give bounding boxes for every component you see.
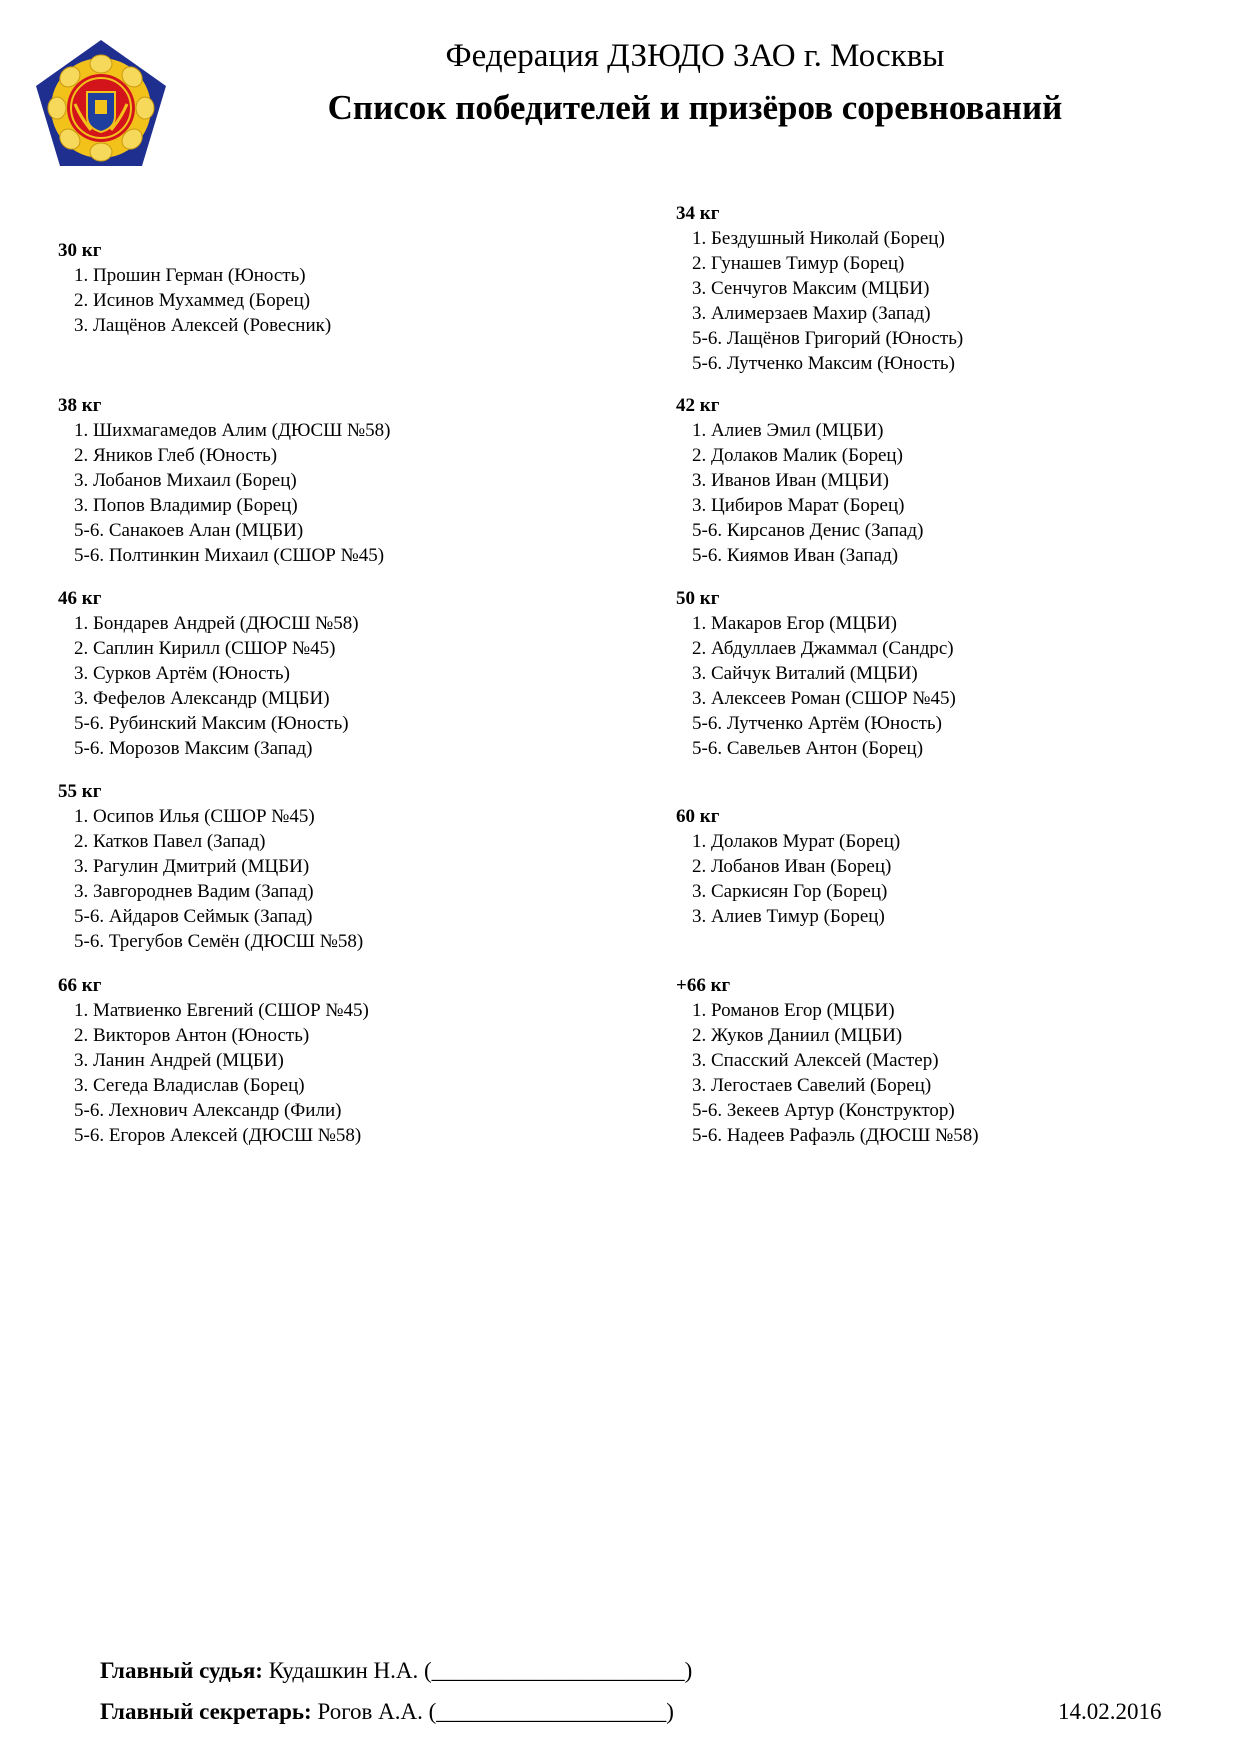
result-item: 5-6. Кирсанов Денис (Запад) — [692, 520, 924, 541]
result-item: 3. Сенчугов Максим (МЦБИ) — [692, 278, 930, 299]
weight-category-46 — [58, 586, 578, 761]
category-title: 34 кг — [676, 203, 720, 224]
category-title: 30 кг — [58, 240, 102, 261]
weight-category-38 — [58, 393, 578, 568]
result-item: 5-6. Полтинкин Михаил (СШОР №45) — [74, 545, 385, 566]
weight-category-66 — [58, 973, 578, 1148]
category-title: +66 кг — [676, 975, 731, 996]
result-item: 2. Лобанов Иван (Борец) — [692, 856, 892, 877]
result-item: 1. Романов Егор (МЦБИ) — [692, 1000, 895, 1021]
result-item: 5-6. Савельев Антон (Борец) — [692, 738, 924, 759]
result-item: 5-6. Трегубов Семён (ДЮСШ №58) — [74, 931, 364, 952]
weight-category-50 — [676, 586, 1196, 761]
result-item: 1. Бондарев Андрей (ДЮСШ №58) — [74, 613, 359, 634]
result-item: 1. Прошин Герман (Юность) — [74, 265, 306, 286]
result-item: 3. Попов Владимир (Борец) — [74, 495, 298, 516]
category-title: 50 кг — [676, 588, 720, 609]
result-item: 3. Завгороднев Вадим (Запад) — [74, 881, 314, 902]
weight-category-60 — [676, 804, 1196, 929]
chief-secretary-value: Рогов А.А. (____________________) — [311, 1699, 674, 1724]
result-item: 2. Катков Павел (Запад) — [74, 831, 266, 852]
chief-judge-label: Главный судья: — [100, 1658, 263, 1683]
weight-category-34 — [676, 201, 1196, 376]
result-item: 3. Саркисян Гор (Борец) — [692, 881, 888, 902]
category-title: 60 кг — [676, 806, 720, 827]
result-item: 1. Матвиенко Евгений (СШОР №45) — [74, 1000, 369, 1021]
result-item: 3. Фефелов Александр (МЦБИ) — [74, 688, 330, 709]
chief-judge-line — [100, 1656, 692, 1686]
result-item: 2. Абдуллаев Джаммал (Сандрс) — [692, 638, 954, 659]
result-item: 2. Жуков Даниил (МЦБИ) — [692, 1025, 903, 1046]
result-item: 3. Иванов Иван (МЦБИ) — [692, 470, 889, 491]
result-item: 3. Алимерзаев Махир (Запад) — [692, 303, 931, 324]
result-item: 5-6. Егоров Алексей (ДЮСШ №58) — [74, 1125, 362, 1146]
result-item: 5-6. Лехнович Александр (Фили) — [74, 1100, 342, 1121]
result-item: 3. Легостаев Савелий (Борец) — [692, 1075, 932, 1096]
result-item: 3. Сурков Артём (Юность) — [74, 663, 290, 684]
result-item: 2. Саплин Кирилл (СШОР №45) — [74, 638, 336, 659]
chief-secretary-line — [100, 1697, 674, 1727]
result-item: 2. Долаков Малик (Борец) — [692, 445, 903, 466]
result-item: 3. Алиев Тимур (Борец) — [692, 906, 885, 927]
result-item: 5-6. Санакоев Алан (МЦБИ) — [74, 520, 304, 541]
result-item: 5-6. Рубинский Максим (Юность) — [74, 713, 349, 734]
chief-secretary-label: Главный секретарь: — [100, 1699, 312, 1724]
result-item: 5-6. Киямов Иван (Запад) — [692, 545, 899, 566]
result-item: 3. Алексеев Роман (СШОР №45) — [692, 688, 956, 709]
result-item: 3. Сегеда Владислав (Борец) — [74, 1075, 305, 1096]
document-title: Список победителей и призёров соревнований — [327, 88, 1063, 127]
weight-category-55 — [58, 779, 578, 954]
result-item: 2. Викторов Антон (Юность) — [74, 1025, 310, 1046]
result-item: 1. Макаров Егор (МЦБИ) — [692, 613, 898, 634]
category-title: 42 кг — [676, 395, 720, 416]
federation-logo — [34, 38, 168, 168]
result-item: 2. Гунашев Тимур (Борец) — [692, 253, 905, 274]
result-item: 5-6. Морозов Максим (Запад) — [74, 738, 313, 759]
category-title: 55 кг — [58, 781, 102, 802]
result-item: 1. Алиев Эмил (МЦБИ) — [692, 420, 884, 441]
result-item: 5-6. Надеев Рафаэль (ДЮСШ №58) — [692, 1125, 979, 1146]
result-item: 1. Бездушный Николай (Борец) — [692, 228, 945, 249]
result-item: 3. Цибиров Марат (Борец) — [692, 495, 905, 516]
chief-judge-value: Кудашкин Н.А. (______________________) — [262, 1658, 693, 1683]
result-item: 5-6. Айдаров Сеймык (Запад) — [74, 906, 313, 927]
document-date: 14.02.2016 — [1058, 1699, 1162, 1724]
result-item: 3. Лащёнов Алексей (Ровесник) — [74, 315, 332, 336]
organization-name: Федерация ДЗЮДО ЗАО г. Москвы — [445, 38, 945, 74]
result-item: 5-6. Зекеев Артур (Конструктор) — [692, 1100, 955, 1121]
result-item: 5-6. Лутченко Максим (Юность) — [692, 353, 955, 374]
result-item: 3. Лобанов Михаил (Борец) — [74, 470, 297, 491]
result-item: 2. Яников Глеб (Юность) — [74, 445, 278, 466]
result-item: 1. Долаков Мурат (Борец) — [692, 831, 901, 852]
weight-category-plus-66 — [676, 973, 1196, 1148]
result-item: 3. Спасский Алексей (Мастер) — [692, 1050, 939, 1071]
result-item: 3. Сайчук Виталий (МЦБИ) — [692, 663, 918, 684]
category-title: 38 кг — [58, 395, 102, 416]
result-item: 2. Исинов Мухаммед (Борец) — [74, 290, 311, 311]
weight-category-30 — [58, 238, 578, 338]
result-item: 3. Ланин Андрей (МЦБИ) — [74, 1050, 284, 1071]
result-item: 5-6. Лащёнов Григорий (Юность) — [692, 328, 964, 349]
result-item: 1. Шихмагамедов Алим (ДЮСШ №58) — [74, 420, 391, 441]
result-item: 1. Осипов Илья (СШОР №45) — [74, 806, 315, 827]
result-item: 5-6. Лутченко Артём (Юность) — [692, 713, 942, 734]
result-item: 3. Рагулин Дмитрий (МЦБИ) — [74, 856, 310, 877]
weight-category-42 — [676, 393, 1196, 568]
category-title: 66 кг — [58, 975, 102, 996]
category-title: 46 кг — [58, 588, 102, 609]
